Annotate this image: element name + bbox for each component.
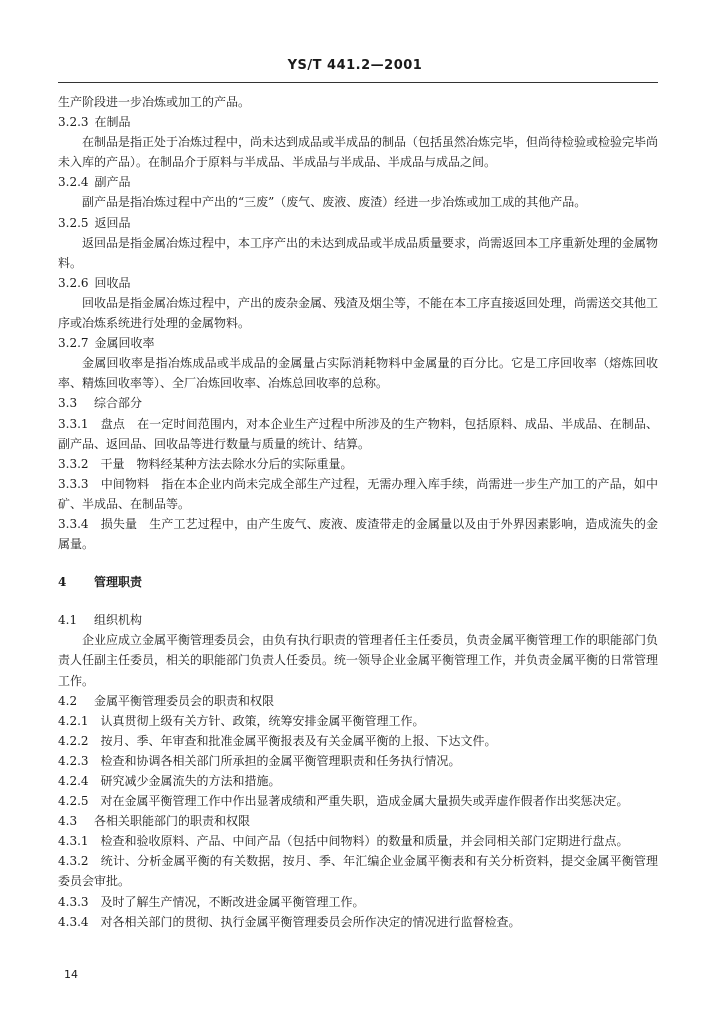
clause-heading bbox=[58, 691, 658, 711]
paragraph: 3.3.4 损失量 生产工艺过程中，由产生废气、废液、废渣带走的金属量以及由于外界因素影响，造成流失的金属量。 bbox=[58, 516, 658, 552]
clause-title: 在制品 bbox=[94, 115, 131, 130]
clause-number: 3.3 bbox=[58, 396, 78, 411]
paragraph: 4.3.3 及时了解生产情况，不断改进金属平衡管理工作。 bbox=[58, 894, 365, 909]
clause-title: 副产品 bbox=[94, 175, 131, 190]
clause-number: 3.2.7 bbox=[58, 336, 89, 351]
clause-title: 金属平衡管理委员会的职责和权限 bbox=[94, 693, 275, 708]
clause-title: 各相关职能部门的职责和权限 bbox=[94, 814, 251, 829]
clause-number: 4.1 bbox=[58, 613, 78, 628]
paragraph: 3.3.1 盘点 在一定时间范围内，对本企业生产过程中所涉及的生产物料，包括原料、成品、半成品、在制品、副产品、返回品、回收品等进行数量与质量的统计、结算。 bbox=[58, 416, 658, 451]
clause-number: 3.2.5 bbox=[58, 215, 89, 230]
clause-heading bbox=[58, 811, 658, 831]
paragraph: 4.3.4 对各相关部门的贯彻、执行金属平衡管理委员会所作决定的情况进行监督检查。 bbox=[58, 914, 521, 929]
clause-heading bbox=[58, 273, 658, 293]
clause-number: 4 bbox=[58, 575, 67, 590]
paragraph: 企业应成立金属平衡管理委员会，由负有执行职责的管理者任主任委员，负责金属平衡管理工作的职能部门负责人任副主任委员，相关的职能部门负责人任委员。统一领导企业金属平衡管理工作，并负责金属平衡的日常管理工作。 bbox=[58, 633, 659, 688]
document-body bbox=[58, 92, 658, 932]
clause-title: 返回品 bbox=[94, 215, 131, 230]
clause-heading bbox=[58, 393, 658, 413]
paragraph: 4.2.5 对在金属平衡管理工作中作出显著成绩和严重失职，造成金属大量损失或弄虚作假者作出奖惩决定。 bbox=[58, 794, 629, 809]
clause-number: 3.2.6 bbox=[58, 275, 89, 290]
clause-heading bbox=[58, 610, 658, 630]
clause-title: 综合部分 bbox=[94, 396, 143, 411]
paragraph: 副产品是指冶炼过程中产出的“三废”（废气、废液、废渣）经进一步冶炼或加工成的其他产品。 bbox=[82, 195, 587, 210]
paragraph: 4.3.1 检查和验收原料、产品、中间产品（包括中间物料）的数量和质量，并会同相关部门定期进行盘点。 bbox=[58, 834, 629, 849]
clause-heading bbox=[58, 112, 658, 132]
section-heading bbox=[58, 572, 658, 592]
section-spacer bbox=[58, 554, 658, 572]
paragraph: 回收品是指金属冶炼过程中，产出的废杂金属、残渣及烟尘等，不能在本工序直接返回处理，尚需送交其他工序或冶炼系统进行处理的金属物料。 bbox=[58, 295, 659, 331]
header-divider bbox=[58, 82, 658, 83]
paragraph: 4.2.2 按月、季、年审查和批准金属平衡报表及有关金属平衡的上报、下达文件。 bbox=[58, 733, 497, 748]
clause-number: 3.2.3 bbox=[58, 115, 89, 130]
clause-heading bbox=[58, 333, 658, 353]
paragraph: 4.3.2 统计、分析金属平衡的有关数据，按月、季、年汇编企业金属平衡表和有关分析资料，提交金属平衡管理委员会审批。 bbox=[58, 854, 658, 889]
clause-number: 4.3 bbox=[58, 814, 78, 829]
paragraph: 3.3.3 中间物料 指在本企业内尚未完成全部生产过程，无需办理入库手续，尚需进一步生产加工的产品，如中矿、半成品、在制品等。 bbox=[58, 476, 658, 511]
clause-title: 组织机构 bbox=[94, 613, 143, 628]
clause-title: 金属回收率 bbox=[94, 336, 155, 351]
paragraph: 在制品是指正处于冶炼过程中，尚未达到成品或半成品的制品（包括虽然冶炼完毕，但尚待检验或检验完毕尚未入库的产品）。在制品介于原料与半成品、半成品与半成品、半成品与成品之间。 bbox=[58, 135, 659, 170]
clause-heading bbox=[58, 213, 658, 233]
paragraph: 生产阶段进一步冶炼或加工的产品。 bbox=[58, 95, 251, 109]
paragraph: 4.2.4 研究减少金属流失的方法和措施。 bbox=[58, 774, 281, 788]
section-spacer bbox=[58, 592, 658, 610]
clause-number: 3.2.4 bbox=[58, 175, 89, 190]
page-number: 14 bbox=[64, 968, 78, 981]
clause-title: 回收品 bbox=[94, 275, 131, 290]
paragraph: 返回品是指金属冶炼过程中，本工序产出的未达到成品或半成品质量要求，尚需返回本工序重新处理的金属物料。 bbox=[58, 235, 659, 270]
clause-title: 管理职责 bbox=[94, 575, 143, 590]
clause-number: 4.2 bbox=[58, 693, 78, 708]
paragraph: 金属回收率是指冶炼成品或半成品的金属量占实际消耗物料中金属量的百分比。它是工序回收率（熔炼回收率、精炼回收率等）、全厂冶炼回收率、冶炼总回收率的总称。 bbox=[58, 356, 658, 391]
paragraph: 4.2.3 检查和协调各相关部门所承担的金属平衡管理职责和任务执行情况。 bbox=[58, 753, 461, 768]
standard-code-header: YS/T 441.2—2001 bbox=[287, 58, 423, 73]
paragraph: 3.3.2 干量 物料经某种方法去除水分后的实际重量。 bbox=[58, 456, 353, 471]
paragraph: 4.2.1 认真贯彻上级有关方针、政策，统筹安排金属平衡管理工作。 bbox=[58, 713, 425, 728]
clause-heading bbox=[58, 172, 658, 192]
